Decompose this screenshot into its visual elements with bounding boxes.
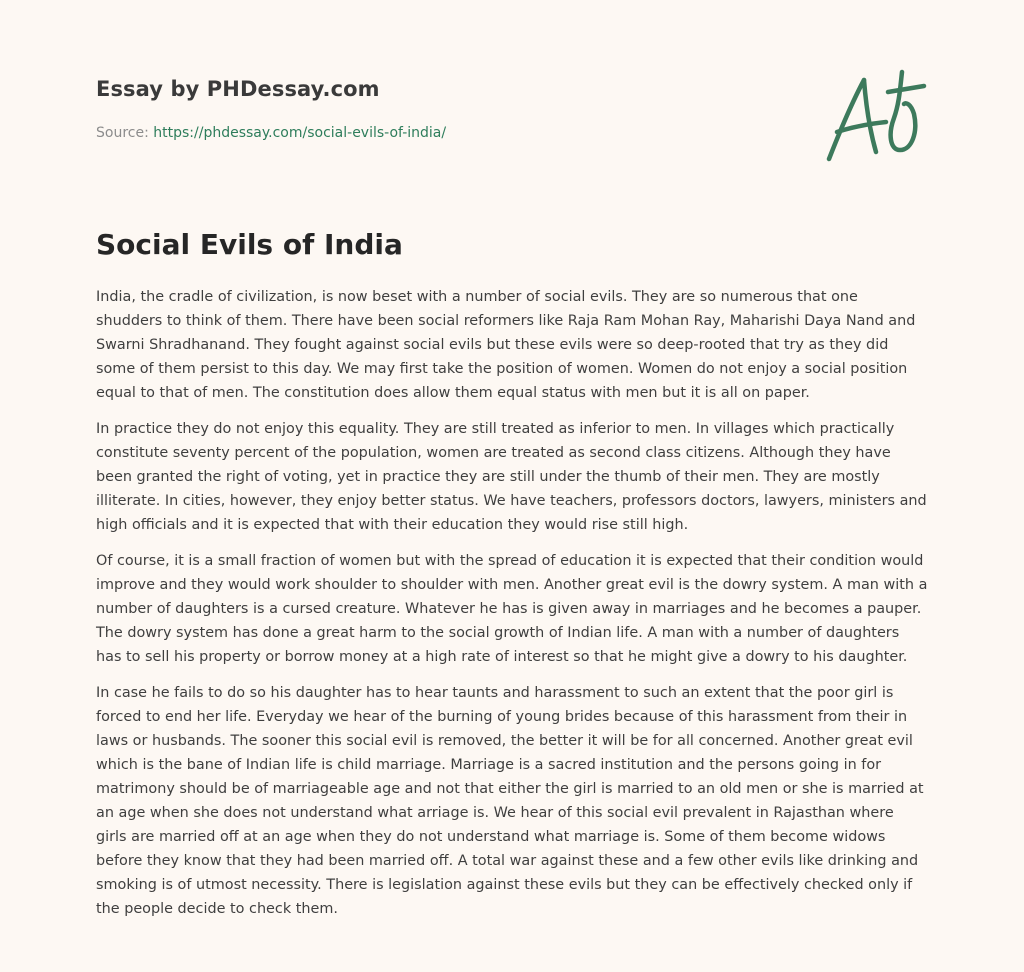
essay-paragraph: In practice they do not enjoy this equality. They are still treated as inferior to men. In villages which practically constitute seventy percent of the population, women are treated as second class citizens. Although they have been granted the right of voting, yet in practice they are still under the thumb of their men. They are mostly illiterate. In cities, however, they enjoy better status. We have teachers, professors doctors, lawyers, ministers and high officials and it is expected that with their education they would rise still high. <box>96 421 927 533</box>
header <box>96 74 796 143</box>
essay-paragraph: India, the cradle of civilization, is now beset with a number of social evils. They are so numerous that one shudders to think of them. There have been social reformers like Raja Ram Mohan Ray, Maharishi Daya Nand and Swarni Shradhanand. They fought against social evils but these evils were so deep-rooted that try as they did some of them persist to this day. We may first take the position of women. Women do not enjoy a social position equal to that of men. The constitution does allow them equal status with men but it is all on paper. <box>96 289 916 401</box>
source-label: Source: <box>96 125 154 141</box>
essay-paragraph: Of course, it is a small fraction of women but with the spread of education it is expected that their condition would improve and they would work shoulder to shoulder with men. Another great evil is the dowry system. A man with a number of daughters is a cursed creature. Whatever he has is given away in marriages and he becomes a pauper. The dowry system has done a great harm to the social growth of Indian life. A man with a number of daughters has to sell his property or borrow money at a high rate of interest so that he might give a dowry to his daughter. <box>96 553 928 665</box>
source-line <box>96 123 796 143</box>
a-plus-grade-icon <box>820 66 930 166</box>
essay-paragraph: In case he fails to do so his daughter has to hear taunts and harassment to such an extent that the poor girl is forced to end her life. Everyday we hear of the burning of young brides because of this harassment from their in laws or husbands. The sooner this social evil is removed, the better it will be for all concerned. Another great evil which is the bane of Indian life is child marriage. Marriage is a sacred institution and the persons going in for matrimony should be of marriageable age and not that either the girl is married to an old men or she is married at an age when she does not understand what arriage is. We hear of this social evil prevalent in Rajasthan where girls are married off at an age when they do not understand what marriage is. Some of them become widows before they know that they had been married off. A total war against these and a few other evils like drinking and smoking is of utmost necessity. There is legislation against these evils but they can be effectively checked only if the people decide to check them. <box>96 685 924 917</box>
essay-body <box>96 285 928 933</box>
essay-title: Social Evils of India <box>96 228 403 261</box>
source-link[interactable]: https://phdessay.com/social-evils-of-india/ <box>153 125 447 141</box>
brand-title: Essay by PHDessay.com <box>96 77 380 101</box>
